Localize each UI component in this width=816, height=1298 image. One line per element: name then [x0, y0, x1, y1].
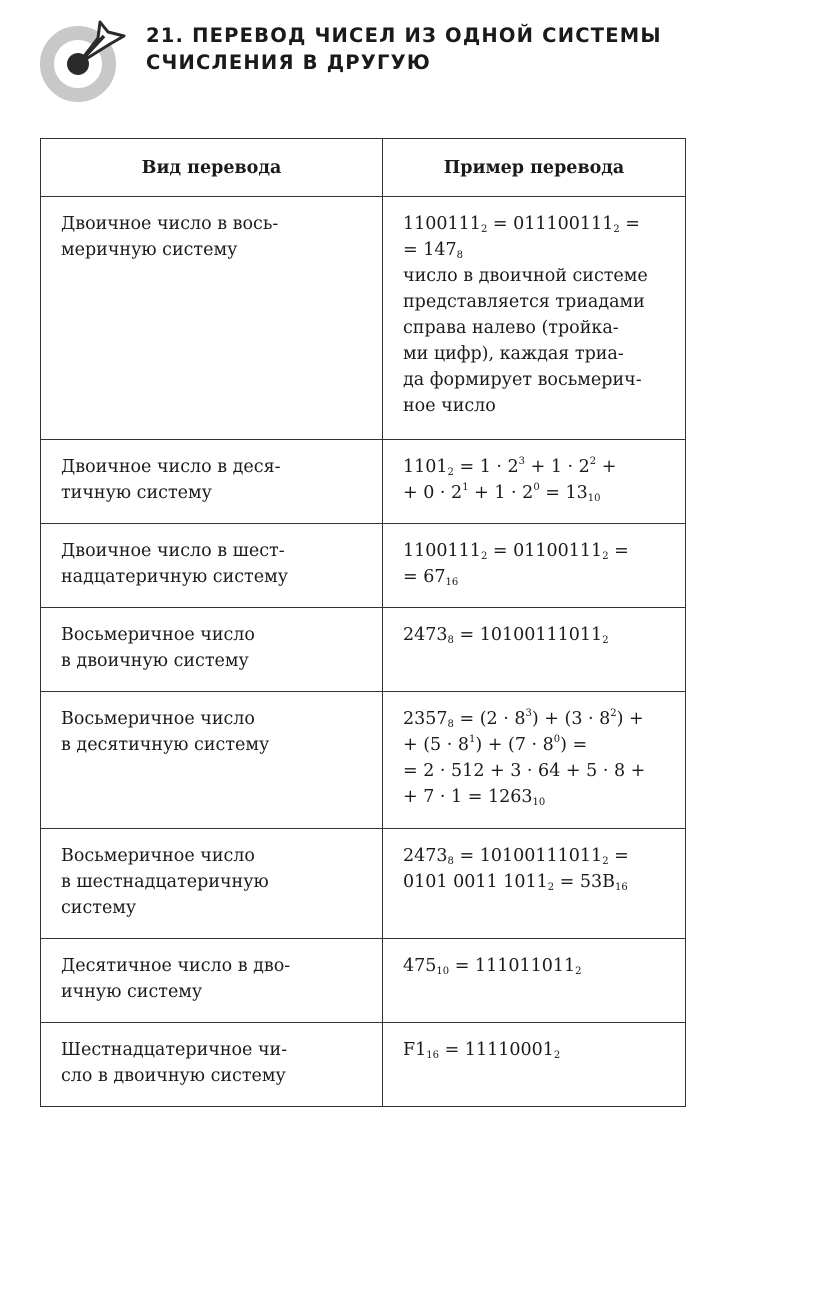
- formula-text: 475: [403, 956, 437, 976]
- conversion-type-cell: [41, 440, 383, 524]
- formula-text: = 11110001: [439, 1040, 554, 1060]
- exponent-superscript: 2: [610, 708, 617, 719]
- conversion-example-cell: [383, 197, 686, 440]
- conversion-example-line: [403, 263, 675, 289]
- target-arrow-icon: [38, 16, 130, 104]
- conversion-example-cell: [383, 692, 686, 829]
- conversion-example-cell: [383, 524, 686, 608]
- conversion-example-line: [403, 1037, 675, 1063]
- formula-text: = 011100111: [487, 214, 614, 234]
- conversion-example-cell: [383, 608, 686, 692]
- conversion-type-line: в десятичную систему: [61, 735, 270, 755]
- number-base-subscript: 8: [456, 250, 464, 261]
- number-base-subscript: 2: [613, 224, 620, 235]
- table-row: [41, 440, 686, 524]
- formula-text: = 13: [539, 483, 588, 503]
- table-row: [41, 829, 686, 939]
- header-conversion-example: Пример перевода: [383, 139, 686, 197]
- formula-text: = 67: [403, 567, 446, 587]
- conversion-type-line: в двоичную систему: [61, 651, 249, 671]
- formula-text: = 01100111: [487, 541, 603, 561]
- conversion-type-line: Двоичное число в вось-: [61, 214, 279, 234]
- exponent-superscript: 3: [525, 708, 532, 719]
- conversion-type-line: Восьмеричное число: [61, 625, 255, 645]
- header-conversion-type: Вид перевода: [41, 139, 383, 197]
- exponent-superscript: 1: [469, 734, 476, 745]
- conversion-example-line: [403, 564, 675, 590]
- conversion-type-cell: [41, 692, 383, 829]
- formula-text: 2357: [403, 709, 448, 729]
- formula-text: = 1 · 2: [453, 457, 519, 477]
- conversion-example-line: [403, 706, 675, 732]
- formula-text: +: [596, 457, 617, 477]
- exponent-superscript: 0: [553, 734, 561, 745]
- conversion-example-line: [403, 538, 675, 564]
- conversion-type-line: Восьмеричное число: [61, 846, 255, 866]
- table-row: [41, 608, 686, 692]
- formula-text: число в двоичной системе: [403, 266, 648, 286]
- conversion-type-line: сло в двоичную систему: [61, 1066, 286, 1086]
- number-base-subscript: 2: [480, 224, 488, 235]
- conversion-example-line: [403, 454, 675, 480]
- formula-text: ми цифр), каждая триа-: [403, 344, 624, 364]
- formula-text: 2473: [403, 846, 448, 866]
- conversion-example-cell: [383, 440, 686, 524]
- number-base-subscript: 2: [547, 882, 555, 893]
- conversion-example-line: [403, 393, 675, 419]
- formula-text: + (5 · 8: [403, 735, 470, 755]
- conversion-type-cell: [41, 829, 383, 939]
- section-title: [146, 22, 662, 76]
- conversion-example-line: [403, 953, 675, 979]
- number-base-subscript: 16: [426, 1050, 440, 1061]
- conversion-example-line: [403, 367, 675, 393]
- formula-text: 0101 0011 1011: [403, 872, 548, 892]
- conversion-type-line: Восьмеричное число: [61, 709, 255, 729]
- conversion-example-line: [403, 758, 675, 784]
- number-base-subscript: 8: [447, 856, 454, 867]
- conversion-example-cell: [383, 829, 686, 939]
- formula-text: ное число: [403, 396, 496, 416]
- number-base-subscript: 2: [553, 1050, 561, 1061]
- number-base-subscript: 8: [447, 719, 454, 730]
- conversion-example-line: [403, 784, 675, 810]
- table-row: [41, 939, 686, 1023]
- conversion-table: [40, 138, 686, 1107]
- number-base-subscript: 16: [445, 577, 459, 588]
- conversion-type-line: в шестнадцатеричную: [61, 872, 269, 892]
- section-title-line-2: СЧИСЛЕНИЯ В ДРУГУЮ: [146, 51, 431, 74]
- formula-text: ) + (7 · 8: [475, 735, 554, 755]
- conversion-example-line: [403, 237, 675, 263]
- formula-text: представляется триадами: [403, 292, 645, 312]
- number-base-subscript: 8: [447, 635, 454, 646]
- number-base-subscript: 2: [575, 966, 582, 977]
- conversion-type-line: Шестнадцатеричное чи-: [61, 1040, 288, 1060]
- table-row: [41, 692, 686, 829]
- conversion-example-cell: [383, 1023, 686, 1107]
- conversion-example-line: [403, 732, 675, 758]
- conversion-example-line: [403, 341, 675, 367]
- number-base-subscript: 2: [602, 635, 609, 646]
- number-base-subscript: 10: [532, 797, 546, 808]
- formula-text: = 147: [403, 240, 457, 260]
- number-base-subscript: 2: [602, 551, 609, 562]
- conversion-type-cell: [41, 524, 383, 608]
- formula-text: = 53B: [554, 872, 616, 892]
- conversion-example-line: [403, 869, 675, 895]
- formula-text: + 7 · 1 = 1263: [403, 787, 533, 807]
- conversion-type-line: ичную систему: [61, 982, 203, 1002]
- formula-text: + 1 · 2: [468, 483, 534, 503]
- conversion-type-line: меричную систему: [61, 240, 238, 260]
- conversion-example-line: [403, 289, 675, 315]
- conversion-type-line: надцатеричную систему: [61, 567, 289, 587]
- number-base-subscript: 16: [615, 882, 628, 893]
- table-row: [41, 1023, 686, 1107]
- conversion-example-line: [403, 622, 675, 648]
- formula-text: ) =: [560, 735, 588, 755]
- formula-text: ) + (3 · 8: [531, 709, 611, 729]
- conversion-type-cell: [41, 939, 383, 1023]
- formula-text: 1101: [403, 457, 448, 477]
- formula-text: =: [608, 846, 629, 866]
- table-row: [41, 197, 686, 440]
- conversion-example-cell: [383, 939, 686, 1023]
- formula-text: =: [608, 541, 629, 561]
- conversion-type-line: Двоичное число в шест-: [61, 541, 285, 561]
- conversion-type-line: Двоичное число в деся-: [61, 457, 281, 477]
- formula-text: 1100111: [403, 214, 481, 234]
- formula-text: = 10100111011: [453, 625, 603, 645]
- number-base-subscript: 10: [436, 966, 450, 977]
- formula-text: да формирует восьмерич-: [403, 370, 642, 390]
- number-base-subscript: 2: [480, 551, 488, 562]
- formula-text: F1: [403, 1040, 427, 1060]
- number-base-subscript: 2: [602, 856, 609, 867]
- formula-text: = (2 · 8: [453, 709, 526, 729]
- formula-text: = 111011011: [449, 956, 576, 976]
- table-header-row: [41, 139, 686, 197]
- number-base-subscript: 10: [587, 493, 601, 504]
- conversion-example-line: [403, 480, 675, 506]
- table-row: [41, 524, 686, 608]
- formula-text: справа налево (тройка-: [403, 318, 619, 338]
- exponent-superscript: 3: [518, 456, 526, 467]
- conversion-type-line: систему: [61, 898, 137, 918]
- formula-text: 1100111: [403, 541, 481, 561]
- conversion-type-cell: [41, 197, 383, 440]
- conversion-type-line: тичную систему: [61, 483, 212, 503]
- section-title-line-1: 21. ПЕРЕВОД ЧИСЕЛ ИЗ ОДНОЙ СИСТЕМЫ: [146, 24, 662, 47]
- conversion-example-line: [403, 211, 675, 237]
- conversion-type-cell: [41, 608, 383, 692]
- formula-text: = 2 · 512 + 3 · 64 + 5 · 8 +: [403, 761, 646, 781]
- formula-text: =: [619, 214, 640, 234]
- exponent-superscript: 0: [533, 482, 540, 493]
- exponent-superscript: 2: [589, 456, 597, 467]
- formula-text: + 0 · 2: [403, 483, 463, 503]
- table-body: [41, 197, 686, 1107]
- formula-text: ) +: [616, 709, 644, 729]
- conversion-type-line: Десятичное число в дво-: [61, 956, 291, 976]
- exponent-superscript: 1: [462, 482, 469, 493]
- conversion-type-cell: [41, 1023, 383, 1107]
- conversion-example-line: [403, 843, 675, 869]
- formula-text: 2473: [403, 625, 448, 645]
- formula-text: + 1 · 2: [525, 457, 590, 477]
- conversion-example-line: [403, 315, 675, 341]
- number-base-subscript: 2: [447, 467, 454, 478]
- formula-text: = 10100111011: [453, 846, 603, 866]
